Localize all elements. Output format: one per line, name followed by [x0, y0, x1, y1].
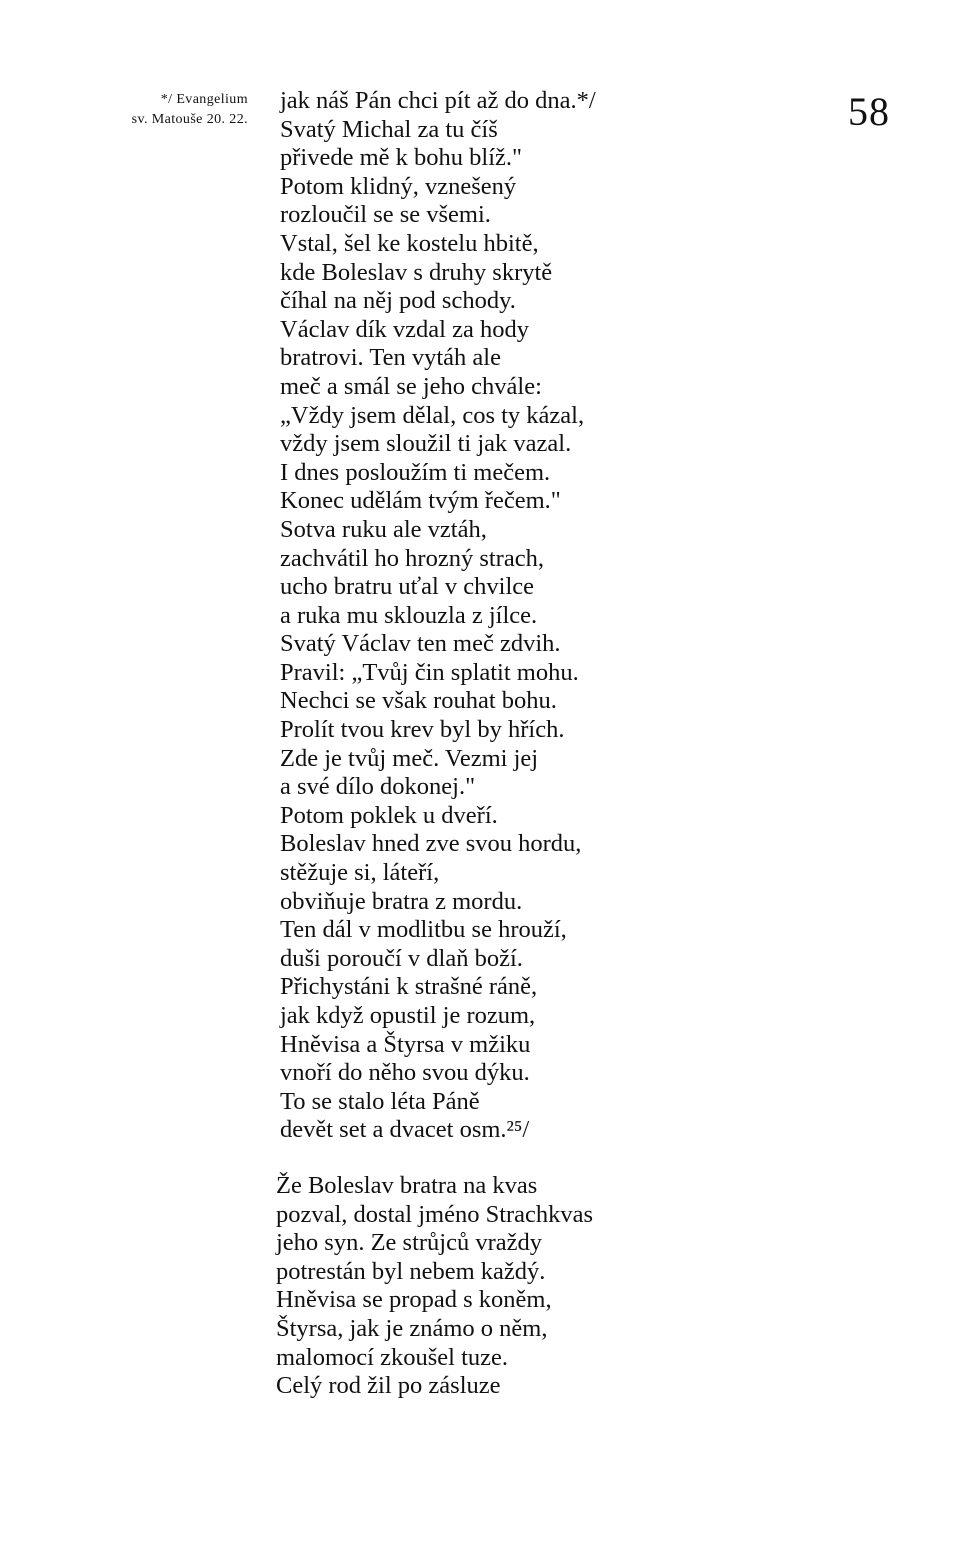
- poem-line: přivede mě k bohu blíž.": [280, 144, 523, 172]
- page-number: 58: [848, 89, 890, 134]
- poem-line: Vstal, šel ke kostelu hbitě,: [280, 229, 539, 257]
- poem-line: vždy jsem sloužil ti jak vazal.: [280, 430, 572, 458]
- poem-stanza-1: [280, 87, 680, 1145]
- margin-note-line: */ Evangelium: [160, 92, 248, 107]
- poem-line: Přichystáni k strašné ráně,: [280, 973, 538, 1001]
- margin-note-line: sv. Matouše 20. 22.: [131, 112, 248, 127]
- poem-line: Zde je tvůj meč. Vezmi jej: [280, 744, 539, 772]
- poem-line: Nechci se však rouhat bohu.: [280, 687, 557, 715]
- poem-line: Svatý Václav ten meč zdvih.: [280, 630, 561, 658]
- poem-line: Svatý Michal za tu číš: [280, 115, 498, 143]
- poem-line: a ruka mu sklouzla z jílce.: [280, 601, 538, 629]
- poem-line: Sotva ruku ale vztáh,: [280, 515, 487, 543]
- poem-line: Boleslav hned zve svou hordu,: [280, 830, 582, 858]
- poem-line: jak náš Pán chci pít až do dna.*/: [280, 87, 596, 114]
- poem-line: duši poroučí v dlaň boží.: [280, 944, 523, 972]
- poem-line: I dnes posloužím ti mečem.: [280, 458, 551, 486]
- poem-line: bratrovi. Ten vytáh ale: [280, 344, 501, 372]
- poem-line: stěžuje si, láteří,: [280, 859, 440, 887]
- poem-line: Hněvisa se propad s koněm,: [276, 1286, 552, 1314]
- poem-line: Štyrsa, jak je známo o něm,: [276, 1314, 548, 1342]
- poem-line: Ten dál v modlitbu se hrouží,: [280, 916, 567, 944]
- poem-line: Konec udělám tvým řečem.": [280, 487, 561, 515]
- poem-line: pozval, dostal jméno Strachkvas: [276, 1200, 594, 1228]
- poem-line: Václav dík vzdal za hody: [280, 315, 529, 343]
- poem-line: Potom klidný, vznešený: [280, 172, 517, 200]
- poem-line: číhal na něj pod schody.: [280, 287, 516, 315]
- poem-line: ucho bratru uťal v chvilce: [280, 573, 535, 601]
- poem-line: vnoří do něho svou dýku.: [280, 1059, 530, 1087]
- poem-line: zachvátil ho hrozný strach,: [280, 544, 544, 572]
- poem-line: jak když opustil je rozum,: [280, 1002, 536, 1029]
- poem-stanza-2: [276, 1172, 676, 1401]
- poem-line: meč a smál se jeho chvále:: [280, 372, 542, 400]
- poem-line: obviňuje bratra z mordu.: [280, 887, 523, 915]
- poem-line: kde Boleslav s druhy skrytě: [280, 258, 553, 286]
- poem-line: Hněvisa a Štyrsa v mžiku: [280, 1030, 531, 1058]
- margin-note: [88, 90, 248, 130]
- poem-line: Že Boleslav bratra na kvas: [276, 1172, 538, 1199]
- poem-line: „Vždy jsem dělal, cos ty kázal,: [280, 401, 585, 429]
- poem-line: Celý rod žil po zásluze: [276, 1372, 501, 1400]
- poem-line: devět set a dvacet osm.²⁵/: [280, 1116, 530, 1144]
- poem-line: To se stalo léta Páně: [280, 1087, 480, 1115]
- poem-line: a své dílo dokonej.": [280, 773, 476, 801]
- poem-line: Pravil: „Tvůj čin splatit mohu.: [280, 658, 579, 686]
- poem-line: potrestán byl nebem každý.: [276, 1257, 546, 1285]
- poem-line: rozloučil se se všemi.: [280, 201, 491, 229]
- poem-line: jeho syn. Ze strůjců vraždy: [276, 1229, 543, 1257]
- poem-line: Prolít tvou krev byl by hřích.: [280, 716, 565, 744]
- poem-line: malomocí zkoušel tuze.: [276, 1343, 508, 1371]
- poem-line: Potom poklek u dveří.: [280, 801, 498, 829]
